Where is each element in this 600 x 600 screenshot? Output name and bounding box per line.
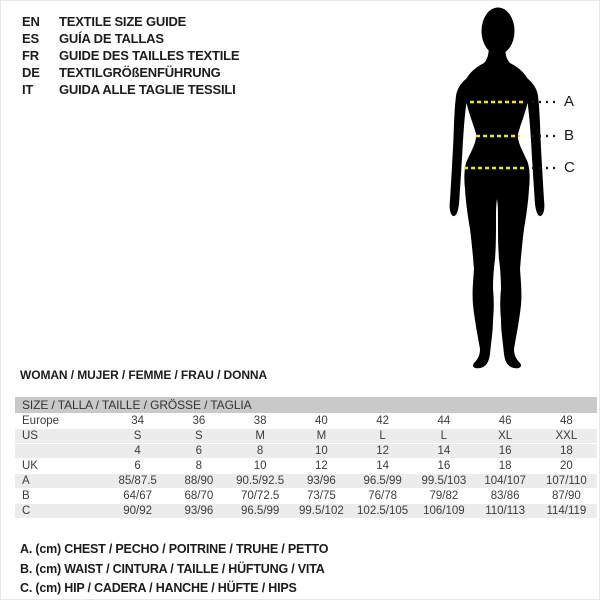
language-title: TEXTILE SIZE GUIDE <box>59 14 187 29</box>
size-table <box>15 397 597 518</box>
table-row <box>15 413 597 428</box>
figure-area <box>420 0 600 380</box>
language-code: FR <box>22 48 39 63</box>
legend-line: A. (cm) CHEST / PECHO / POITRINE / TRUHE / PETTO <box>20 542 329 556</box>
table-cell: 20 <box>559 460 573 472</box>
table-cell: 12 <box>376 445 390 457</box>
language-row <box>22 64 239 81</box>
language-code: ES <box>22 31 39 46</box>
table-row <box>15 458 597 473</box>
table-cell: 8 <box>256 445 264 457</box>
table-cell: 6 <box>195 445 203 457</box>
table-cell: 114/119 <box>546 505 587 517</box>
table-cell: 73/75 <box>306 490 336 502</box>
table-cell: 87/90 <box>551 490 581 502</box>
table-row <box>15 443 597 458</box>
table-cell: 42 <box>376 415 390 427</box>
table-row <box>15 488 597 503</box>
language-title: GUIDE DES TAILLES TEXTILE <box>59 48 240 63</box>
table-cell: XL <box>498 430 513 442</box>
table-cell: 93/96 <box>306 475 336 487</box>
table-cell: 99.5/103 <box>421 475 467 487</box>
table-cell: M <box>255 430 265 442</box>
row-label <box>15 444 107 458</box>
table-cell: XXL <box>555 430 578 442</box>
table-cell: 46 <box>498 415 512 427</box>
woman-silhouette <box>420 0 600 380</box>
table-cell: 76/78 <box>368 490 398 502</box>
table-cell: 10 <box>314 445 328 457</box>
language-title: GUIDA ALLE TAGLIE TESSILI <box>59 82 236 97</box>
table-cell: L <box>379 430 386 442</box>
table-cell: 44 <box>437 415 451 427</box>
table-cell: 96.5/99 <box>240 505 280 517</box>
table-cell: 18 <box>498 460 512 472</box>
table-cell: 38 <box>253 415 267 427</box>
table-cell: 110/113 <box>485 505 526 517</box>
table-cell: 96.5/99 <box>363 475 402 487</box>
table-cell: L <box>440 430 448 442</box>
table-cell: 99.5/102 <box>298 505 344 517</box>
language-title: TEXTILGRÖßENFÜHRUNG <box>59 65 221 80</box>
section-title-woman: WOMAN / MUJER / FEMME / FRAU / DONNA <box>20 368 268 382</box>
table-row <box>15 473 597 488</box>
table-cell: 18 <box>559 445 573 457</box>
table-cell: 14 <box>437 445 451 457</box>
table-cell: 10 <box>253 460 267 472</box>
table-cell: S <box>195 430 203 442</box>
waist-label: B <box>564 127 575 144</box>
table-cell: 106/109 <box>423 505 465 517</box>
language-list <box>22 13 239 98</box>
table-cell: 16 <box>498 445 512 457</box>
table-cell: 70/72.5 <box>240 490 280 502</box>
table-cell: 8 <box>195 460 203 472</box>
table-cell: 12 <box>314 460 328 472</box>
table-cell: 64/67 <box>123 490 153 502</box>
silhouette-shapes <box>450 8 545 369</box>
row-label: B <box>22 490 30 502</box>
size-table-header: SIZE / TALLA / TAILLE / GRÖSSE / TAGLIA <box>15 397 597 413</box>
table-cell: 93/96 <box>184 505 214 517</box>
language-code: EN <box>22 14 40 29</box>
table-cell: 6 <box>134 460 141 472</box>
row-label: US <box>22 430 38 442</box>
chest-label: A <box>564 93 575 110</box>
table-cell: 104/107 <box>484 475 526 487</box>
table-cell: 90.5/92.5 <box>236 475 285 487</box>
table-cell: 14 <box>376 460 390 472</box>
hip-label: C <box>564 159 575 176</box>
table-cell: 88/90 <box>184 475 214 487</box>
language-row <box>22 81 239 98</box>
table-cell: M <box>316 430 327 442</box>
table-cell: 4 <box>134 445 141 457</box>
table-cell: 102.5/105 <box>357 505 409 517</box>
language-title: GUÍA DE TALLAS <box>59 31 164 46</box>
row-label: C <box>22 505 31 517</box>
table-row <box>15 428 597 443</box>
language-code: IT <box>22 82 34 97</box>
language-row <box>22 47 239 64</box>
measurement-legend <box>20 540 328 599</box>
table-cell: 90/92 <box>123 505 153 517</box>
table-cell: S <box>133 430 142 442</box>
table-cell: 68/70 <box>184 490 214 502</box>
table-cell: 36 <box>192 415 206 427</box>
table-cell: 16 <box>437 460 451 472</box>
size-table-body <box>15 413 597 518</box>
table-cell: 40 <box>314 415 328 427</box>
row-label: A <box>22 475 30 487</box>
table-cell: 34 <box>131 415 145 427</box>
table-cell: 79/82 <box>429 490 459 502</box>
language-code: DE <box>22 65 40 80</box>
row-label: Europe <box>22 415 60 427</box>
language-row <box>22 13 239 30</box>
legend-line: B. (cm) WAIST / CINTURA / TAILLE / HÜFTUNG / VITA <box>20 561 325 576</box>
table-cell: 107/110 <box>546 475 587 487</box>
legend-line: C. (cm) HIP / CADERA / HANCHE / HÜFTE / HIPS <box>20 581 297 595</box>
language-row <box>22 30 239 47</box>
table-row <box>15 503 597 518</box>
table-cell: 83/86 <box>490 490 520 502</box>
table-cell: 48 <box>559 415 573 427</box>
row-label: UK <box>22 460 38 472</box>
table-cell: 85/87.5 <box>118 475 157 487</box>
